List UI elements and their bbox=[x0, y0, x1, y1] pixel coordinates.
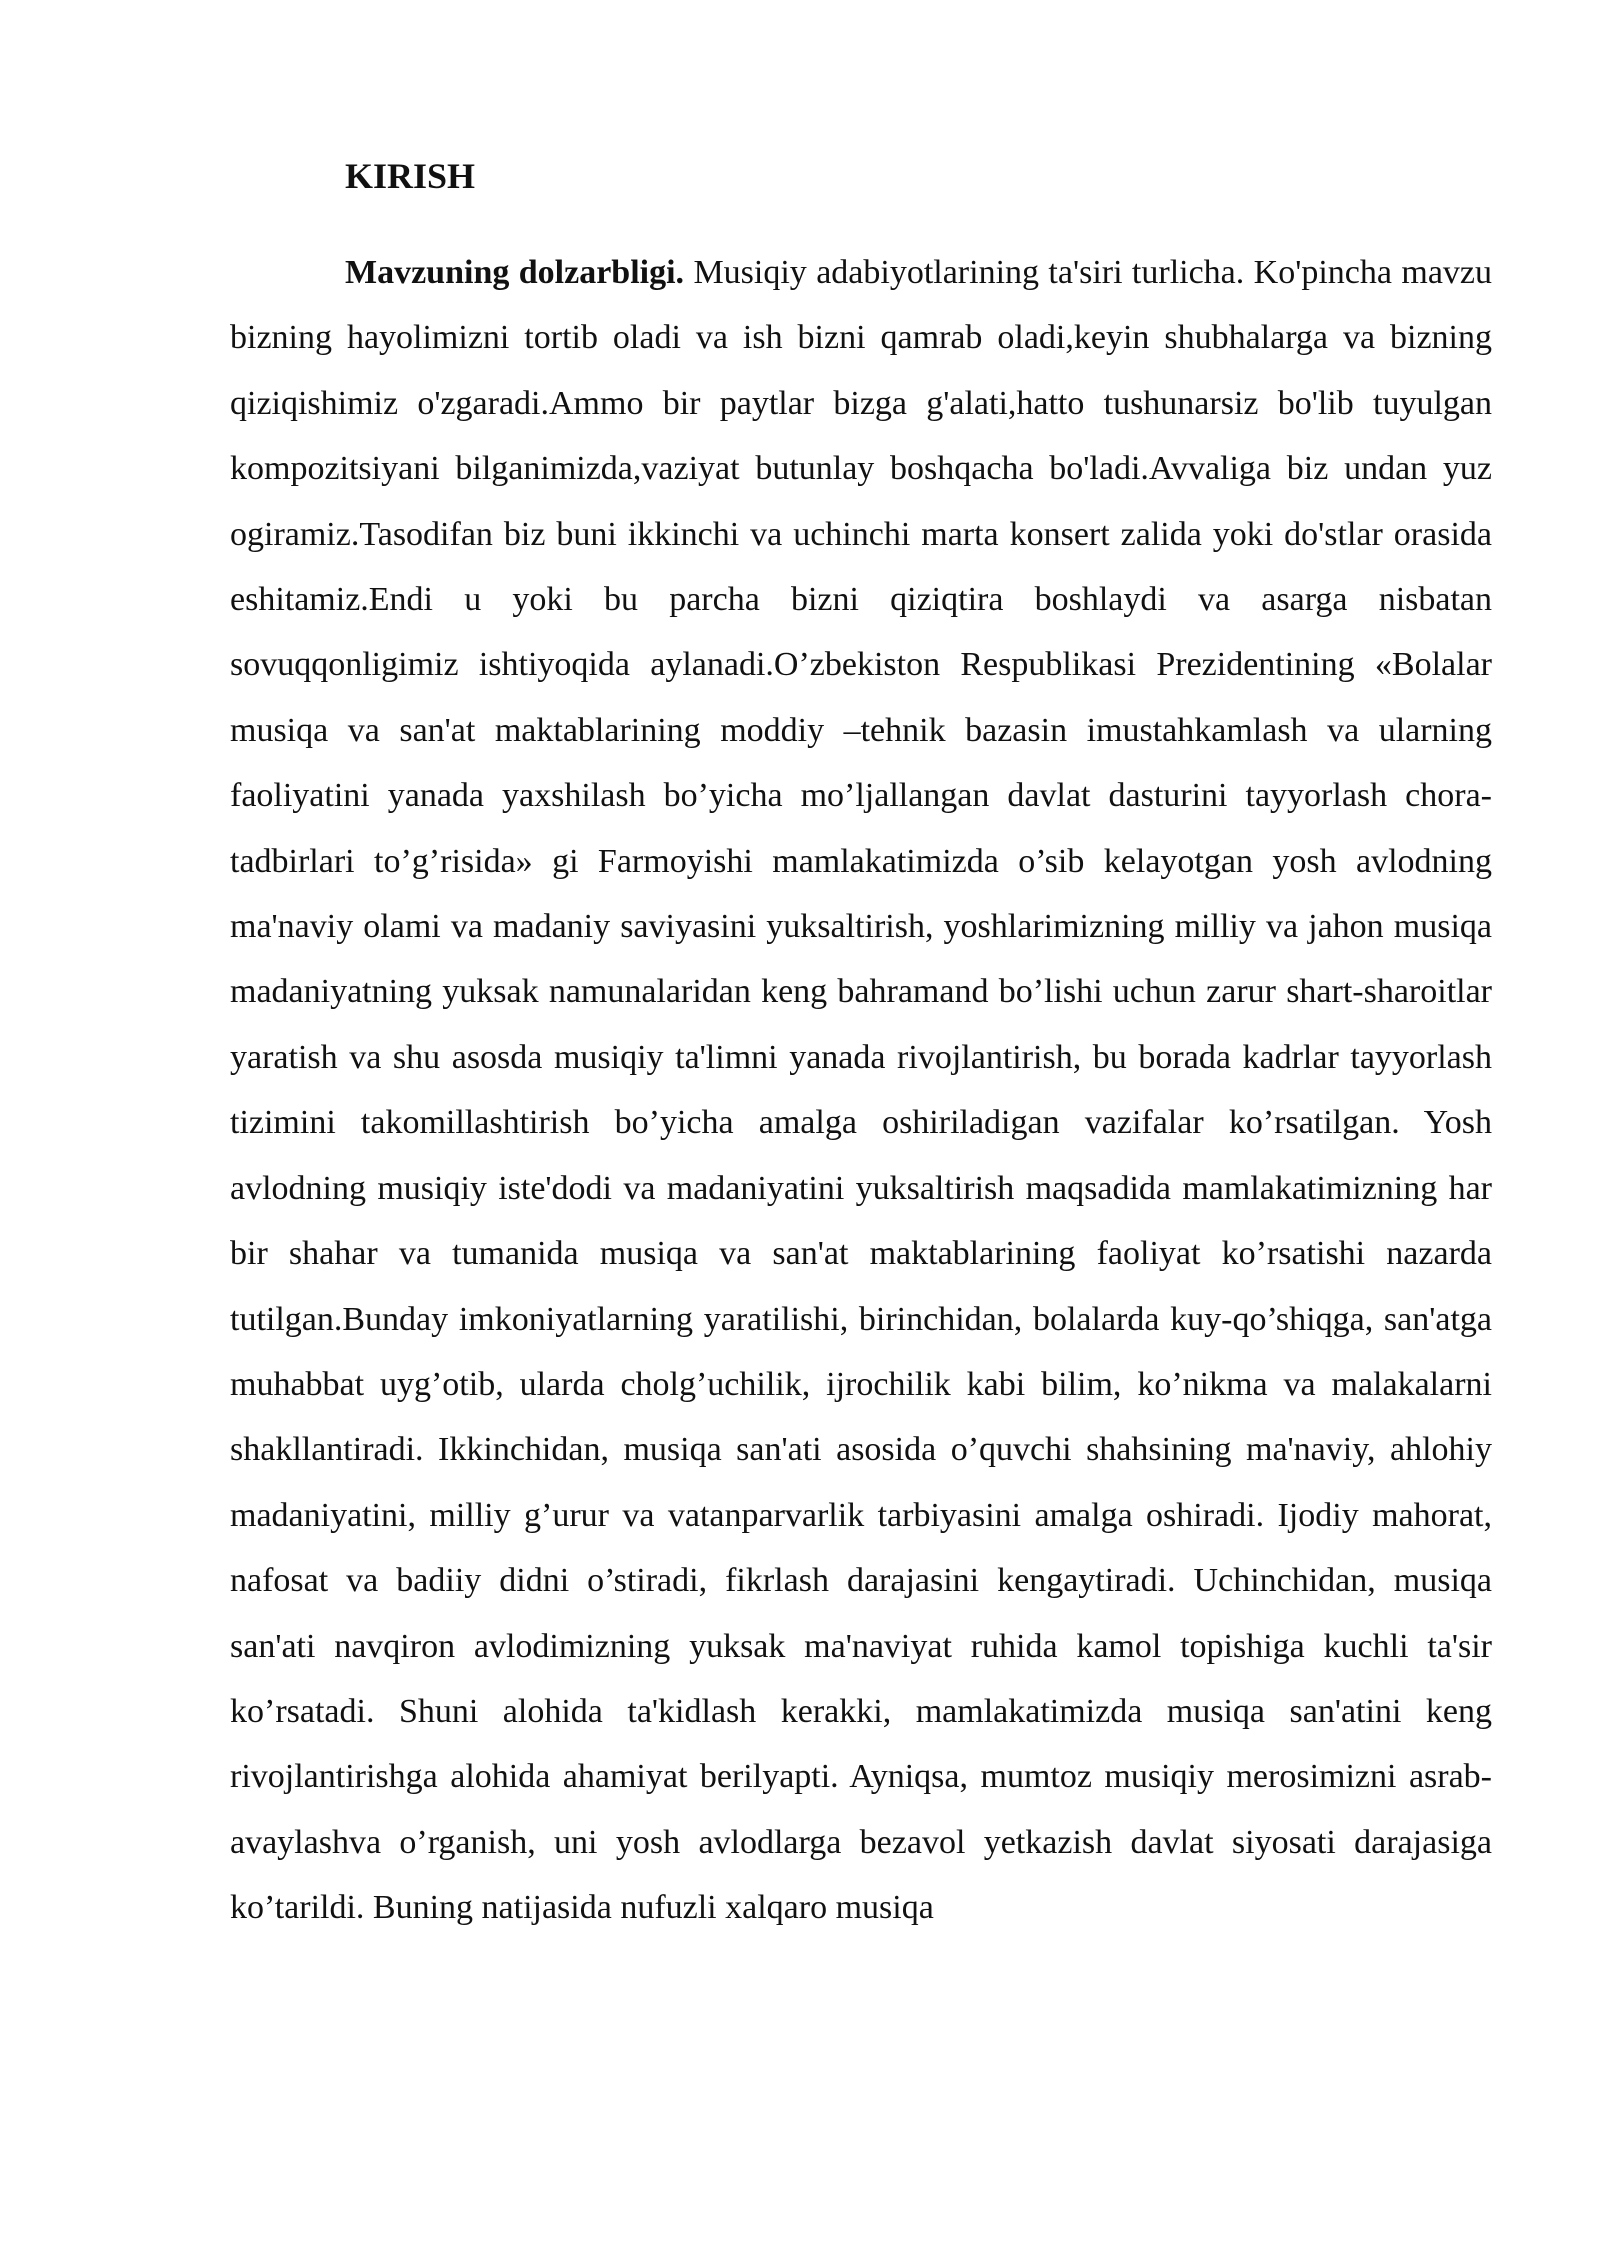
section-lead-title: Mavzuning dolzarbligi. bbox=[345, 254, 685, 291]
page-heading: KIRISH bbox=[345, 156, 476, 196]
body-paragraph bbox=[230, 240, 1492, 1941]
paragraph-text: Musiqiy adabiyotlarining ta'siri turlicha. Ko'pincha mavzu bizning hayolimizni tortib oladi va ish bizni qamrab oladi,keyin shubhalarga va bizning qiziqishimiz o'zgaradi.Ammo bir paytlar bizga g'alati,hatto tushunarsiz bo'lib tuyulgan kompozitsiyani bilganimizda,vaziyat butunlay boshqacha bo'ladi.Avvaliga biz undan yuz ogiramiz.Tasodifan biz buni ikkinchi va uchinchi marta konsert zalida yoki do'stlar orasida eshitamiz.Endi u yoki bu parcha bizni qiziqtira boshlaydi va asarga nisbatan sovuqqonligimiz ishtiyoqida aylanadi.O’zbekiston Respublikasi Prezidentining «Bolalar musiqa va san'at maktablarining moddiy –tehnik bazasin imustahkamlash va ularning faoliyatini yanada yaxshilash bo’yicha mo’ljallangan davlat dasturini tayyorlash chora-tadbirlari to’g’risida» gi Farmoyishi mamlakatimizda o’sib kelayotgan yosh avlodning ma'naviy olami va madaniy saviyasini yuksaltirish, yoshlarimizning milliy va jahon musiqa madaniyatning yuksak namunalaridan keng bahramand bo’lishi uchun zarur shart-sharoitlar yaratish va shu asosda musiqiy ta'limni yanada rivojlantirish, bu borada kadrlar tayyorlash tizimini takomillashtirish bo’yicha amalga oshiriladigan vazifalar ko’rsatilgan. Yosh avlodning musiqiy iste'dodi va madaniyatini yuksaltirish maqsadida mamlakatimizning har bir shahar va tumanida musiqa va san'at maktablarining faoliyat ko’rsatishi nazarda tutilgan.Bunday imkoniyatlarning yaratilishi, birinchidan, bolalarda kuy-qo’shiqga, san'atga muhabbat uyg’otib, ularda cholg’uchilik, ijrochilik kabi bilim, ko’nikma va malakalarni shakllantiradi. Ikkinchidan, musiqa san'ati asosida o’quvchi shahsining ma'naviy, ahlohiy madaniyatini, milliy g’urur va vatanparvarlik tarbiyasini amalga oshiradi. Ijodiy mahorat, nafosat va badiiy didni o’stiradi, fikrlash darajasini kengaytiradi. Uchinchidan, musiqa san'ati navqiron avlodimizning yuksak ma'naviyat ruhida kamol topishiga kuchli ta'sir ko’rsatadi. Shuni alohida ta'kidlash kerakki, mamlakatimizda musiqa san'atini keng rivojlantirishga alohida ahamiyat berilyapti. Ayniqsa, mumtoz musiqiy merosimizni asrab-avaylashva o’rganish, uni yosh avlodlarga bezavol yetkazish davlat siyosati darajasiga ko’tarildi. Buning natijasida nufuzli xalqaro musiqa bbox=[230, 254, 1493, 1927]
